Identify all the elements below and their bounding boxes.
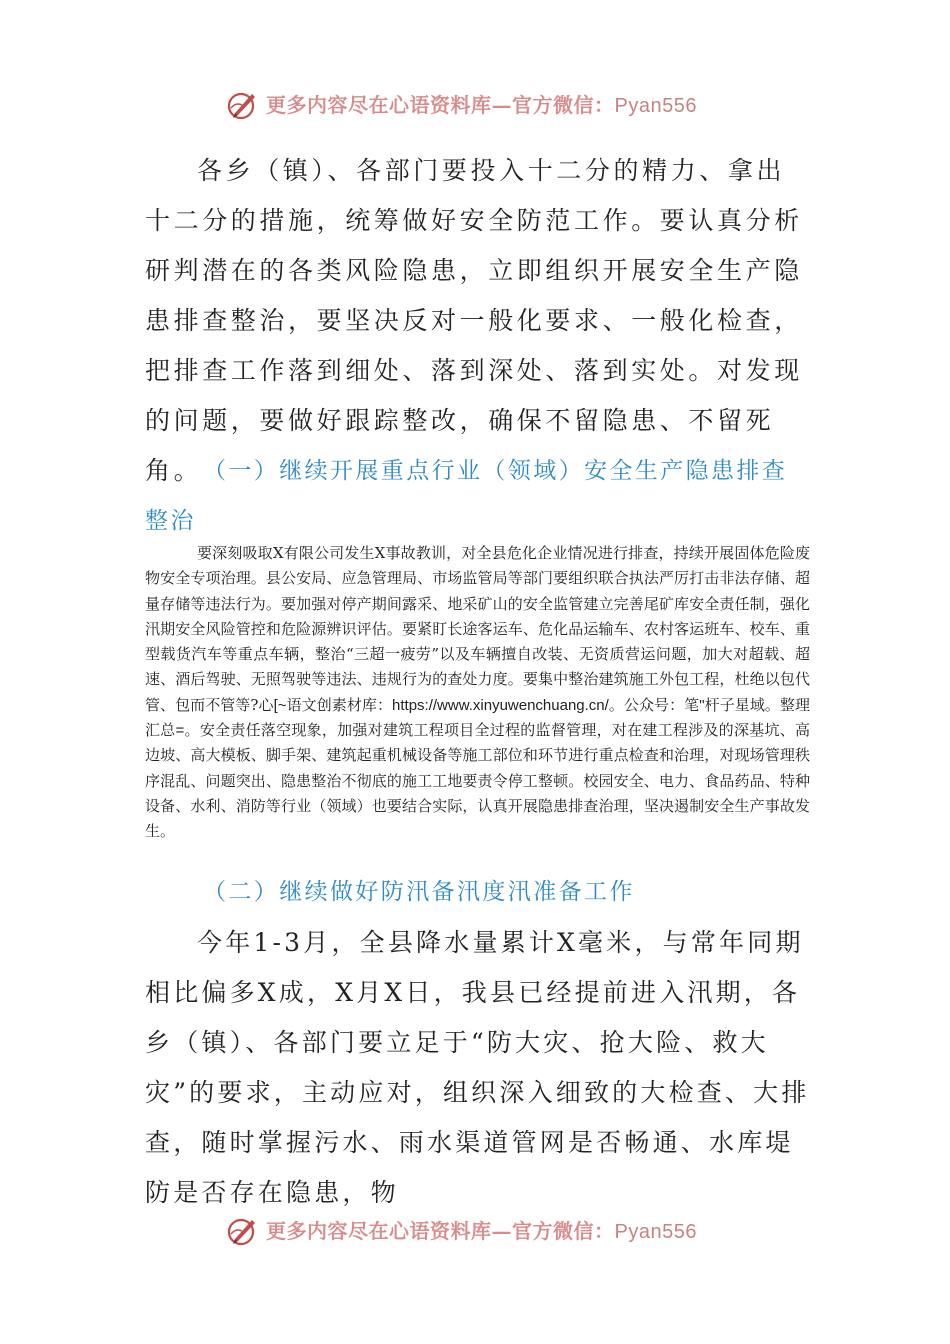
- footer-watermark: [0, 1212, 950, 1248]
- header-watermark: [0, 86, 950, 122]
- intro-paragraph: 各乡（镇）、各部门要投入十二分的精力、拿出十二分的措施，统筹做好安全防范工作。要认真分析研判潜在的各类风险隐患，立即组织开展安全生产隐患排查整治，要坚决反对一般化要求、一般化检查，把排查工作落到细处、落到深处、落到实处。对发现的问题，要做好跟踪整改，确保不留隐患、不留死角。: [145, 156, 803, 485]
- section-2-paragraph-block: [145, 918, 810, 1218]
- section-heading-2: （二）继续做好防汛备汛度汛准备工作: [203, 879, 635, 905]
- section-heading-2-block: [145, 867, 810, 917]
- section-1-paragraph: [145, 541, 810, 845]
- watermark-label: 更多内容尽在心语资料库—官方微信：: [266, 93, 615, 117]
- section-1-inserted-note: [~语文创素材库：https://www.xinyuwenchuang.cn/。公众号：笔"杆子星域。整理汇总=。: [145, 696, 810, 740]
- section-2-paragraph: 今年1-3月，全县降水量累计X毫米，与常年同期相比偏多X成，X月X日，我县已经提前进入汛期，各乡（镇）、各部门要立足于“防大灾、抢大险、救大灾”的要求，主动应对，组织深入细致的大检查、大排查，随时掌握污水、雨水渠道管网是否畅通、水库堤防是否存在隐患，物: [145, 928, 810, 1207]
- section-heading-1: （一）继续开展重点行业（领域）安全生产隐患排查整治: [145, 458, 788, 534]
- section-heading-1-block: [145, 446, 810, 546]
- watermark-label: 更多内容尽在心语资料库—官方微信：: [266, 1219, 615, 1243]
- intro-paragraph-block: [145, 146, 810, 496]
- watermark-wechat-id: Pyan556: [614, 95, 697, 117]
- watermark-text: [266, 1215, 697, 1244]
- section-1-text-b: 安全责任落空现象，加强对建筑工程项目全过程的监督管理，对在建工程涉及的深基坑、高边坡、高大模板、脚手架、建筑起重机械设备等施工部位和环节进行重点检查和治理，对现场管理秩序混乱、问题突出、隐患整治不彻底的施工工地要责令停工整顿。校园安全、电力、食品药品、特种设备、水利、消防等行业（领域）也要结合实际，认真开展隐患排查治理，坚决遏制安全生产事故发生。: [145, 721, 810, 841]
- section-1-text-a: 要深刻吸取X有限公司发生X事故教训，对全县危化企业情况进行排查，持续开展固体危险废物安全专项治理。县公安局、应急管理局、市场监管局等部门要组织联合执法严厉打击非法存储、超量存储等违法行为。要加强对停产期间露采、地采矿山的安全监管建立完善尾矿库安全责任制，强化汛期安全风险管控和危险源辨识评估。要紧盯长途客运车、危化品运输车、农村客运班车、校车、重型载货汽车等重点车辆，整治“三超一疲劳”以及车辆擅自改装、无资质营运问题，加大对超载、超速、酒后驾驶、无照驾驶等违法、违规行为的查处力度。要集中整治建筑施工外包工程，杜绝以包代管、包而不管等?心: [145, 544, 810, 714]
- watermark-wechat-id: Pyan556: [614, 1221, 697, 1243]
- pen-logo-icon: [226, 88, 260, 122]
- watermark-text: [266, 89, 697, 118]
- pen-logo-icon: [226, 1214, 260, 1248]
